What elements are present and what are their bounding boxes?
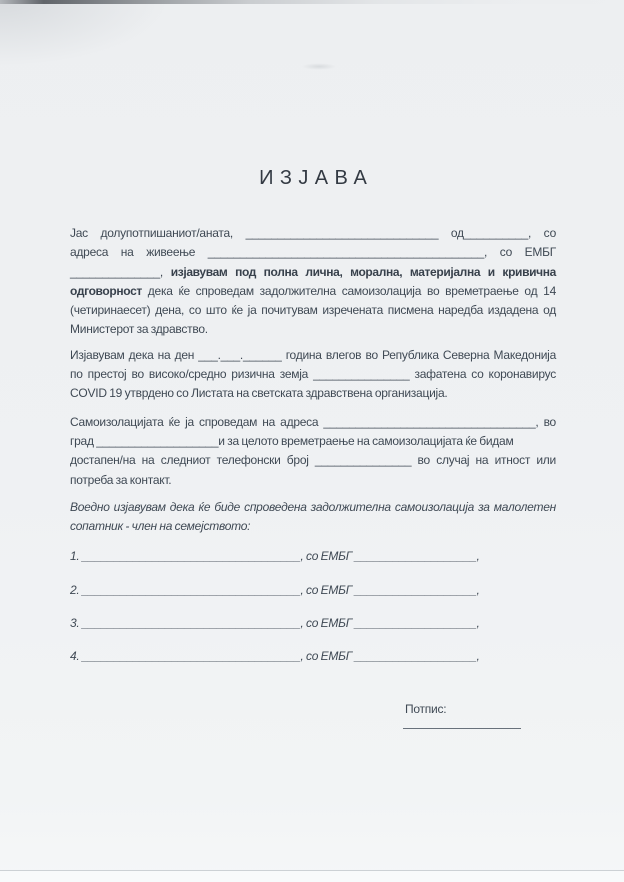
signature-line — [403, 719, 521, 729]
text-line: одговорност дека ќе спроведам задолжителна самоизолација во времетраење од 14 — [70, 283, 556, 298]
text-line: 2. __________________________________, со ЕМБГ ___________________, — [70, 582, 480, 597]
paragraph-minor-3 — [70, 614, 556, 633]
paragraph-entry — [70, 346, 556, 404]
scan-edge-bottom — [0, 870, 624, 882]
text-line: Министерот за здравство. — [70, 322, 208, 337]
text-line: Јас долупотпишаниот/аната, ______________________________ од__________, со — [70, 226, 556, 240]
text-line: Изјавувам дека на ден ___.___.______ година влегов во Република Северна Македонија — [70, 347, 556, 362]
paragraph-minor-2 — [70, 581, 556, 600]
paragraph-minor-1 — [70, 547, 556, 566]
text-line: Самоизолацијата ќе ја спроведам на адреса _________________________________, во — [70, 414, 556, 429]
text-line: ______________, изјавувам под полна лична, морална, материјална и кривична — [70, 264, 556, 279]
text-line: 3. __________________________________, со ЕМБГ ___________________, — [70, 616, 480, 631]
page-title: ИЗЈАВА — [259, 167, 374, 189]
text-line: потреба за контакт. — [70, 472, 172, 487]
paragraph-intro — [70, 224, 556, 340]
text-line: сопатник - член на семејството: — [70, 519, 251, 534]
signature-label: Потпис: — [405, 701, 447, 716]
text-line: по престој во високо/средно ризична земја _______________ зафатена со коронавирус — [70, 367, 556, 382]
text-line: (четиринаесет) дена, со што ќе ја почитувам изречената писмена наредба издадена од — [70, 303, 556, 318]
document-body — [70, 224, 556, 667]
paragraph-minor-4 — [70, 647, 556, 666]
signature-block — [70, 700, 556, 729]
text-line: достапен/на на следниот телефонски број _______________ во случај на итност или — [70, 453, 556, 468]
text-line: 1. __________________________________, со ЕМБГ ___________________, — [70, 549, 480, 564]
paragraph-isolation — [70, 413, 556, 490]
text-line: адреса на живеење ___________________________________________, со ЕМБГ — [70, 245, 556, 260]
text-line: 4. __________________________________, со ЕМБГ ___________________, — [70, 649, 480, 664]
text-line: град ___________________и за целото времетраење на самоизолацијата ќе бидам — [70, 433, 514, 448]
paragraph-minors-intro — [70, 498, 556, 537]
text-line: COVID 19 утврдено со Листата на светската здравствена организација. — [70, 386, 448, 401]
text-line: Воедно изјавувам дека ќе биде спроведена задолжителна самоизолација за малолетен — [70, 499, 556, 514]
